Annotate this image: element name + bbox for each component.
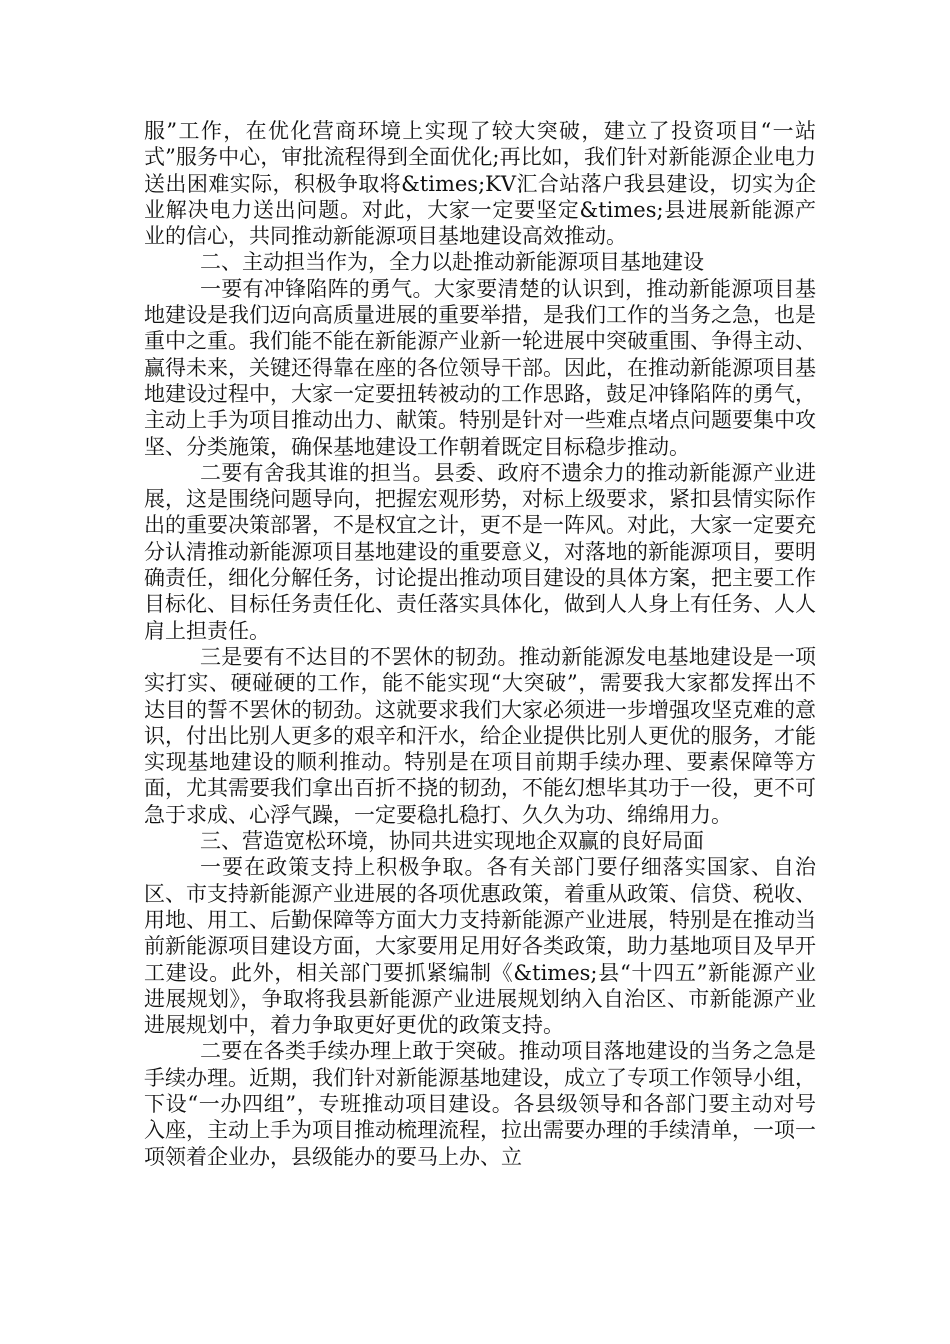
paragraph-5: 三是要有不达目的不罢休的韧劲。推动新能源发电基地建设是一项实打实、硬碰硬的工作，能不能实现“大突破”，需要我大家都发挥出不达目的誓不罢休的韧劲。这就要求我们大家必须进一步增强攻坚克难的意识，付出比别人更多的艰辛和汗水，给企业提供比别人更优的服务，才能实现基地建设的顺利推动。特别是在项目前期手续办理、要素保障等方面，尤其需要我们拿出百折不挠的韧劲，不能幻想毕其功于一役，更不可急于求成、心浮气躁，一定要稳扎稳打、久久为功、绵绵用力。 bbox=[144, 644, 816, 827]
paragraph-3: 一要有冲锋陷阵的勇气。大家要清楚的认识到，推动新能源项目基地建设是我们迈向高质量进展的重要举措，是我们工作的当务之急，也是重中之重。我们能不能在新能源产业新一轮进展中突破重围、争得主动、赢得未来，关键还得靠在座的各位领导干部。因此，在推动新能源项目基地建设过程中，大家一定要扭转被动的工作思路，鼓足冲锋陷阵的勇气，主动上手为项目推动出力、献策。特别是针对一些难点堵点问题要集中攻坚、分类施策，确保基地建设工作朝着既定目标稳步推动。 bbox=[144, 276, 816, 459]
section-heading-2: 二、主动担当作为，全力以赴推动新能源项目基地建设 bbox=[200, 250, 704, 275]
section-heading-3: 三、营造宽松环境，协同共进实现地企双赢的良好局面 bbox=[200, 829, 704, 854]
paragraph-4: 二要有舍我其谁的担当。县委、政府不遗余力的推动新能源产业进展，这是围绕问题导向，把握宏观形势，对标上级要求，紧扣县情实际作出的重要决策部署，不是权宜之计，更不是一阵风。对此，大家一定要充分认清推动新能源项目基地建设的重要意义，对落地的新能源项目，要明确责任，细化分解任务，讨论提出推动项目建设的具体方案，把主要工作目标化、目标任务责任化、责任落实具体化，做到人人身上有任务、人人肩上担责任。 bbox=[144, 460, 816, 643]
paragraph-7: 一要在政策支持上积极争取。各有关部门要仔细落实国家、自治区、市支持新能源产业进展的各项优惠政策，着重从政策、信贷、税收、用地、用工、后勤保障等方面大力支持新能源产业进展，特别是在推动当前新能源项目建设方面，大家要用足用好各类政策，助力基地项目及早开工建设。此外，相关部门要抓紧编制《&times;县“十四五”新能源产业进展规划》，争取将我县新能源产业进展规划纳入自治区、市新能源产业进展规划中，着力争取更好更优的政策支持。 bbox=[144, 855, 816, 1038]
paragraph-1: 服”工作，在优化营商环境上实现了较大突破，建立了投资项目“一站式”服务中心，审批流程得到全面优化;再比如，我们针对新能源企业电力送出困难实际，积极争取将&times;KV汇合站落户我县建设，切实为企业解决电力送出问题。对此，大家一定要坚定&times;县进展新能源产业的信心，共同推动新能源项目基地建设高效推动。 bbox=[144, 119, 816, 249]
document-page bbox=[144, 118, 816, 1170]
paragraph-8: 二要在各类手续办理上敢于突破。推动项目落地建设的当务之急是手续办理。近期，我们针对新能源基地建设，成立了专项工作领导小组，下设“一办四组”，专班推动项目建设。各县级领导和各部门要主动对号入座，主动上手为项目推动梳理流程，拉出需要办理的手续清单，一项一项领着企业办，县级能办的要马上办、立 bbox=[144, 1039, 816, 1169]
